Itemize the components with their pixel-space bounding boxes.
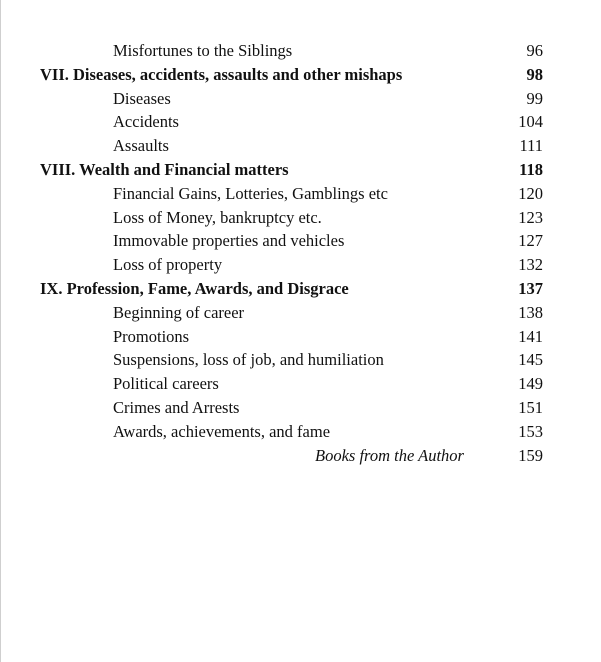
toc-page-number: 153 xyxy=(518,421,543,441)
toc-entry xyxy=(0,182,601,206)
toc-page-number: 127 xyxy=(518,231,543,251)
toc-entry-title: Beginning of career xyxy=(113,302,245,322)
toc-entry xyxy=(0,348,601,372)
toc-page-number: 123 xyxy=(518,207,543,227)
toc-entry xyxy=(0,134,601,158)
toc-page-number: 138 xyxy=(518,302,543,322)
toc-entry xyxy=(0,372,601,396)
toc-entry-title: Diseases xyxy=(113,88,171,108)
toc-entry xyxy=(0,39,601,63)
toc-page-number: 120 xyxy=(518,183,543,203)
toc-entry-title: Accidents xyxy=(113,112,179,132)
toc-page-number: 137 xyxy=(518,278,543,298)
toc-entry xyxy=(0,301,601,325)
toc-entry-title: Crimes and Arrests xyxy=(113,397,240,417)
toc-entry-title: VII. Diseases, accidents, assaults and other mishaps xyxy=(40,64,403,84)
toc-entry-title: IX. Profession, Fame, Awards, and Disgrace xyxy=(40,278,349,298)
toc-page-number: 141 xyxy=(518,326,543,346)
toc-page-number: 159 xyxy=(518,445,543,465)
toc-entry-title: Misfortunes to the Siblings xyxy=(113,41,293,60)
toc-entry xyxy=(0,110,601,134)
toc-page-number: 104 xyxy=(518,112,543,132)
toc-tail-entry xyxy=(0,444,601,468)
toc-page-number: 151 xyxy=(518,397,543,417)
toc-chapter-heading xyxy=(0,158,601,182)
toc-entry xyxy=(0,206,601,230)
toc-page-number: 96 xyxy=(526,41,543,60)
toc-page-number: 132 xyxy=(518,255,543,275)
toc-entry-title: Loss of Money, bankruptcy etc. xyxy=(113,207,322,227)
toc-entry-title: VIII. Wealth and Financial matters xyxy=(40,159,289,179)
toc-chapter-heading xyxy=(0,277,601,301)
toc-entry-title: Suspensions, loss of job, and humiliation xyxy=(113,350,384,370)
toc-entry-title: Financial Gains, Lotteries, Gamblings etc xyxy=(113,183,388,203)
toc-entry-title: Awards, achievements, and fame xyxy=(113,421,331,441)
toc-entry xyxy=(0,87,601,111)
toc-page-number: 149 xyxy=(518,374,543,394)
toc-entry-title: Assaults xyxy=(113,136,169,156)
toc-page-number: 98 xyxy=(526,64,543,84)
toc-entry-title: Loss of property xyxy=(113,255,223,275)
toc-entry xyxy=(0,229,601,253)
toc-entry-title: Promotions xyxy=(113,326,190,346)
toc-entry-title: Immovable properties and vehicles xyxy=(113,231,345,251)
toc-page-number: 118 xyxy=(519,159,543,179)
toc-page-number: 99 xyxy=(526,88,543,108)
toc-page-number: 111 xyxy=(519,136,543,156)
toc-entry xyxy=(0,325,601,349)
toc-entry xyxy=(0,420,601,444)
toc-entry-title: Books from the Author xyxy=(315,445,464,465)
toc-entry xyxy=(0,396,601,420)
toc-chapter-heading xyxy=(0,63,601,87)
toc-entry xyxy=(0,253,601,277)
toc-page-number: 145 xyxy=(518,350,543,370)
table-of-contents xyxy=(0,39,601,467)
toc-entry-title: Political careers xyxy=(113,374,219,394)
